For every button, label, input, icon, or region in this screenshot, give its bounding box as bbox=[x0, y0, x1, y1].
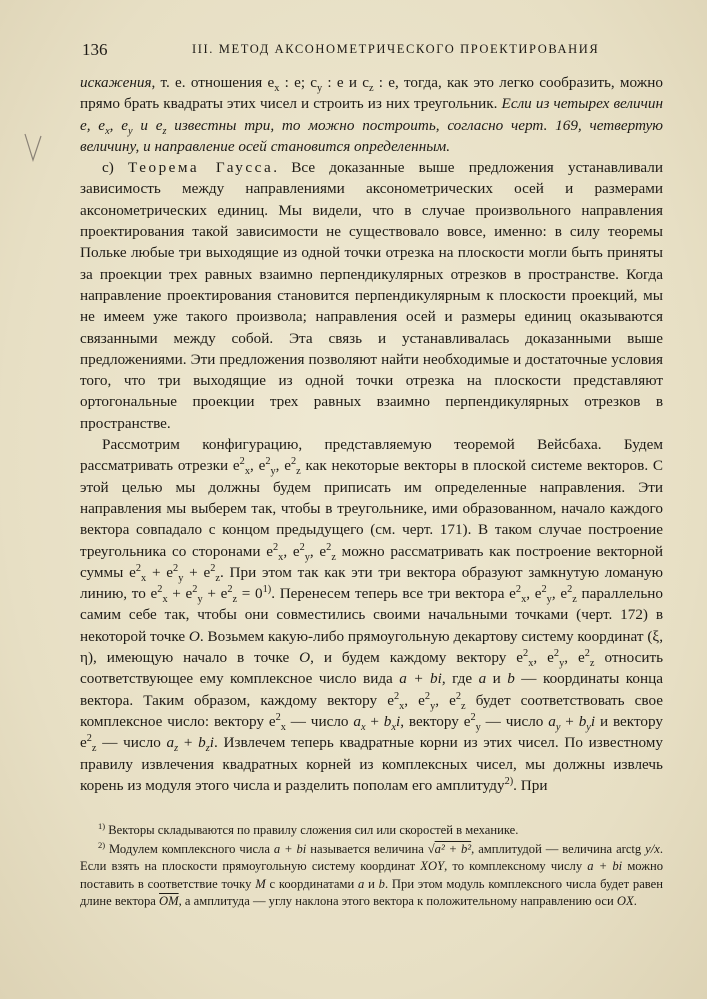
text-run: — число bbox=[480, 712, 549, 730]
text-run: . При этом так как эти три вектора образуют замкнутую ломаную линию, то bbox=[80, 563, 663, 603]
text-run: относить соответствующее ему комплексное число вида bbox=[80, 649, 664, 688]
text-run: и bbox=[486, 670, 508, 688]
paragraph bbox=[80, 157, 663, 434]
text-run: . Все доказанные выше предложения устанавливали зависимость между направлениями аксонометрических осей и размерами аксонометрических единиц. Мы видели, что в случае произвольного направления проектирования такой зависимости не существовало вовсе, именно: в силу теоремы Польке любые три выходящие из одной точки отрезка на плоскости могли быть приняты за проекции трех равных взаимно перпендикулярных отрезков в пространстве. Когда направление проектирования становится перпендикулярным к плоскости проекций, мы не имеем уже такого произвола; направления осей и размеры единиц оказываются связанными между собой. Эта связь и устанавливалась доказанными выше предложениями. Эти предложения позволяют найти необходимые и достаточные условия того, что три выходящие из одной точки отрезка на плоскости представляют ортогональные проекции трех равных взаимно перпендикулярных отрезков в пространстве. bbox=[80, 159, 663, 432]
text-run: e bbox=[166, 563, 174, 581]
text-run: , bbox=[283, 542, 293, 560]
text-run: $\overline{OM}$ bbox=[159, 894, 179, 909]
text-run: , bbox=[275, 457, 285, 475]
text-run: y/x bbox=[645, 841, 660, 856]
text-run: — координаты конца вектора. Таким образом, каждому вектору bbox=[80, 670, 663, 709]
text-run: + bbox=[167, 585, 186, 603]
text-run: : e; c bbox=[279, 74, 318, 91]
text-run: и bbox=[364, 876, 379, 891]
page-number: 136 bbox=[82, 40, 108, 59]
text-run: , bbox=[404, 691, 419, 709]
text-run: . Возьмем какую-либо прямоугольную декартову систему координат (ξ, η), имеющую начало в точке bbox=[80, 627, 664, 667]
superscript: 2 bbox=[553, 647, 560, 659]
superscript: 2 bbox=[157, 584, 163, 596]
subscript: x bbox=[141, 572, 147, 584]
superscript: 1) bbox=[262, 584, 272, 596]
text-run: искажения bbox=[80, 74, 152, 91]
text-run: e bbox=[534, 585, 542, 603]
superscript: 2 bbox=[326, 541, 332, 553]
subscript: y bbox=[197, 594, 203, 606]
text-run: e bbox=[387, 691, 394, 709]
text-run: a + bi bbox=[273, 841, 307, 856]
text-run: , bbox=[526, 585, 535, 603]
text-run: будет соответствовать свое комплексное число: вектору bbox=[80, 691, 664, 730]
text-run: + bbox=[560, 712, 579, 730]
superscript: 2 bbox=[227, 584, 233, 596]
subscript: x bbox=[399, 700, 405, 712]
subscript: z bbox=[572, 594, 577, 606]
text-run: и вектору bbox=[595, 712, 663, 730]
subscript: y bbox=[304, 551, 310, 563]
subscript: z bbox=[461, 700, 466, 712]
page-header bbox=[82, 40, 647, 60]
text-run: a bbox=[548, 712, 556, 730]
text-run: , а амплитуда — углу наклона этого вектора к положительному направлению оси bbox=[178, 894, 617, 909]
superscript: 2 bbox=[275, 711, 281, 723]
text-run: e bbox=[268, 712, 276, 730]
text-run: , т. е. отношения e bbox=[151, 74, 275, 91]
text-run: + bbox=[183, 563, 204, 581]
text-run: , bbox=[249, 457, 259, 475]
subscript: z bbox=[296, 466, 301, 478]
subscript: y bbox=[586, 721, 591, 733]
subscript: x bbox=[360, 721, 366, 733]
subscript: y bbox=[430, 700, 436, 712]
subscript: y bbox=[555, 721, 561, 733]
subscript: y bbox=[475, 721, 481, 733]
text-run: e bbox=[560, 585, 568, 603]
text-run: + bbox=[178, 734, 199, 752]
text-run: i bbox=[209, 734, 214, 752]
paragraph bbox=[80, 434, 663, 796]
text-run: , e bbox=[109, 116, 128, 134]
text-run: = 0 bbox=[237, 585, 263, 603]
text-run: a bbox=[353, 712, 361, 730]
text-run: e bbox=[516, 649, 524, 667]
text-run: e bbox=[150, 585, 158, 603]
text-run: . При этом модуль комплексного числа будет равен длине вектора bbox=[80, 876, 663, 909]
superscript: 2) bbox=[504, 775, 514, 787]
text-run: . Перенесем теперь все три вектора bbox=[271, 585, 510, 603]
text-run: e bbox=[509, 585, 516, 603]
text-run: O bbox=[299, 649, 311, 667]
subscript: x bbox=[391, 721, 396, 733]
text-run: , и будем каждому вектору bbox=[310, 649, 517, 667]
text-run: e bbox=[463, 712, 471, 730]
subscript: z bbox=[232, 594, 238, 606]
subscript: y bbox=[127, 125, 133, 137]
text-run: , вектору bbox=[400, 712, 464, 730]
text-run: . bbox=[633, 894, 637, 909]
text-run: , где bbox=[441, 670, 479, 688]
text-run: : e и c bbox=[322, 74, 369, 91]
text-run: O bbox=[188, 627, 200, 645]
text-run: + bbox=[146, 563, 167, 581]
subscript: x bbox=[278, 551, 284, 563]
text-run: : e, тогда, как это легко сообразить, можно прямо брать квадраты этих чисел и строить из них треугольник. bbox=[80, 74, 663, 113]
superscript: 2 bbox=[541, 584, 547, 596]
text-run: XOY bbox=[420, 859, 445, 874]
margin-pencil-mark bbox=[22, 130, 44, 164]
text-run: b bbox=[198, 734, 206, 752]
text-run: b bbox=[378, 876, 385, 891]
text-run: e bbox=[232, 457, 240, 475]
superscript: 2 bbox=[86, 733, 92, 745]
superscript: 2 bbox=[515, 584, 522, 596]
text-run: e bbox=[129, 563, 136, 581]
subscript: y bbox=[559, 658, 565, 670]
text-run: Векторы складываются по правилу сложения сил или скоростей в механике. bbox=[105, 823, 519, 837]
superscript: 2 bbox=[424, 690, 431, 702]
subscript: y bbox=[270, 466, 276, 478]
text-run: i bbox=[395, 712, 401, 730]
footnotes bbox=[80, 822, 663, 912]
text-run: — число bbox=[96, 734, 167, 752]
text-run: b bbox=[383, 712, 392, 730]
subscript: x bbox=[274, 83, 280, 95]
text-run: b bbox=[578, 712, 587, 730]
text-run: a bbox=[166, 734, 175, 752]
text-run: e bbox=[220, 585, 228, 603]
text-run: известны три, то можно построить, согласно черт. 169, четвертую величину, и направление осей становится определенным. bbox=[80, 116, 664, 155]
text-run: Теорема Гаусса bbox=[128, 159, 274, 177]
superscript: 2 bbox=[455, 690, 462, 702]
subscript: z bbox=[368, 83, 374, 95]
text-run: и e bbox=[132, 116, 163, 134]
subscript: x bbox=[528, 658, 534, 670]
main-text bbox=[80, 72, 663, 796]
text-run: Рассмотрим конфигурацию, представляемую теоремой Вейсбаха. Будем рассматривать отрезки bbox=[80, 436, 663, 475]
superscript: 2 bbox=[470, 711, 476, 723]
subscript: x bbox=[105, 125, 110, 137]
text-run: , bbox=[533, 649, 548, 667]
text-run: e bbox=[185, 585, 193, 603]
superscript: 1) bbox=[98, 820, 106, 831]
subscript: z bbox=[91, 743, 97, 755]
subscript: z bbox=[162, 125, 167, 137]
paragraph bbox=[80, 72, 663, 157]
text-run: e bbox=[203, 563, 211, 581]
footnote bbox=[80, 841, 663, 911]
text-run: , амплитудой — величина arctg bbox=[471, 841, 646, 856]
text-run: i bbox=[590, 712, 596, 730]
text-run: M bbox=[255, 876, 266, 891]
superscript: 2) bbox=[98, 839, 106, 850]
subscript: y bbox=[178, 572, 184, 584]
text-run: e bbox=[449, 691, 456, 709]
text-run: с координатами bbox=[265, 876, 359, 891]
text-run: , bbox=[564, 649, 578, 667]
superscript: 2 bbox=[239, 456, 245, 468]
running-title: III. МЕТОД АКСОНОМЕТРИЧЕСКОГО ПРОЕКТИРОВАНИЯ bbox=[192, 42, 600, 56]
text-run: с) bbox=[102, 159, 129, 177]
superscript: 2 bbox=[272, 541, 279, 553]
superscript: 2 bbox=[299, 541, 305, 553]
text-run: + bbox=[202, 585, 221, 603]
text-run: a + bi bbox=[399, 670, 442, 688]
text-run: можно поставить в соответствие точку bbox=[80, 859, 664, 891]
text-run: , то комплексному числу bbox=[444, 859, 588, 874]
subscript: z bbox=[215, 572, 220, 584]
text-run: — число bbox=[285, 712, 354, 730]
subscript: x bbox=[521, 594, 527, 606]
superscript: 2 bbox=[135, 562, 142, 574]
text-run: + bbox=[365, 712, 384, 730]
superscript: 2 bbox=[567, 584, 573, 596]
text-run: OX bbox=[616, 894, 634, 909]
subscript: z bbox=[589, 658, 595, 670]
subscript: y bbox=[546, 594, 552, 606]
footnote bbox=[80, 822, 663, 840]
text-run: e bbox=[292, 542, 300, 560]
text-run: можно рассматривать как построение векторной суммы bbox=[80, 542, 663, 581]
superscript: 2 bbox=[523, 647, 529, 659]
text-run: . Если взять на плоскости прямоугольную систему координат bbox=[80, 841, 663, 874]
superscript: 2 bbox=[210, 562, 216, 574]
subscript: z bbox=[331, 551, 336, 563]
text-run: e bbox=[266, 542, 273, 560]
superscript: 2 bbox=[265, 456, 271, 468]
superscript: 2 bbox=[290, 456, 297, 468]
text-run: . При bbox=[513, 776, 548, 794]
text-run: a² + b² bbox=[434, 841, 472, 856]
text-run: Если из четырех величин e, e bbox=[80, 95, 664, 134]
subscript: y bbox=[317, 83, 323, 95]
subscript: z bbox=[174, 743, 179, 755]
text-run: a bbox=[478, 670, 487, 688]
text-run: , bbox=[551, 585, 561, 603]
superscript: 2 bbox=[173, 562, 179, 574]
subscript: x bbox=[244, 466, 250, 478]
text-run: Модулем комплексного числа bbox=[105, 841, 274, 856]
text-run: , bbox=[435, 691, 450, 709]
text-run: e bbox=[547, 649, 554, 667]
text-run: параллельно самим себе так, чтобы они совместились своими начальными точками (черт. 172) в некоторой точке bbox=[80, 585, 663, 645]
text-run: e bbox=[258, 457, 266, 475]
superscript: 2 bbox=[192, 584, 198, 596]
text-run: e bbox=[577, 649, 585, 667]
superscript: 2 bbox=[393, 690, 400, 702]
subscript: x bbox=[162, 594, 168, 606]
subscript: x bbox=[280, 721, 286, 733]
text-run: b bbox=[507, 670, 515, 688]
text-run: называется величина √ bbox=[306, 841, 435, 856]
superscript: 2 bbox=[584, 647, 590, 659]
text-run: e bbox=[80, 734, 87, 752]
text-run: . Извлечем теперь квадратные корни из этих чисел. По известному правилу извлечения квадратных корней из комплексных чисел, мы должны извлечь корень из модуля этого числа и разделить пополам его амплитуду bbox=[80, 734, 663, 794]
text-run: , bbox=[309, 542, 320, 560]
text-run: e bbox=[284, 457, 291, 475]
text-run: e bbox=[418, 691, 425, 709]
text-run: a + bi bbox=[587, 859, 623, 874]
text-run: e bbox=[319, 542, 327, 560]
subscript: z bbox=[205, 743, 210, 755]
text-run: как некоторые векторы в плоской системе векторов. С этой целью мы должны будем приписать им определенные направления. Эти направления мы выберем так, чтобы в треугольнике, ими образованном, начало каждого вектора совпадало с концом предыдущего (см. черт. 171). В таком случае построение треугольника со сторонами bbox=[80, 457, 664, 560]
text-run: a bbox=[358, 876, 365, 891]
